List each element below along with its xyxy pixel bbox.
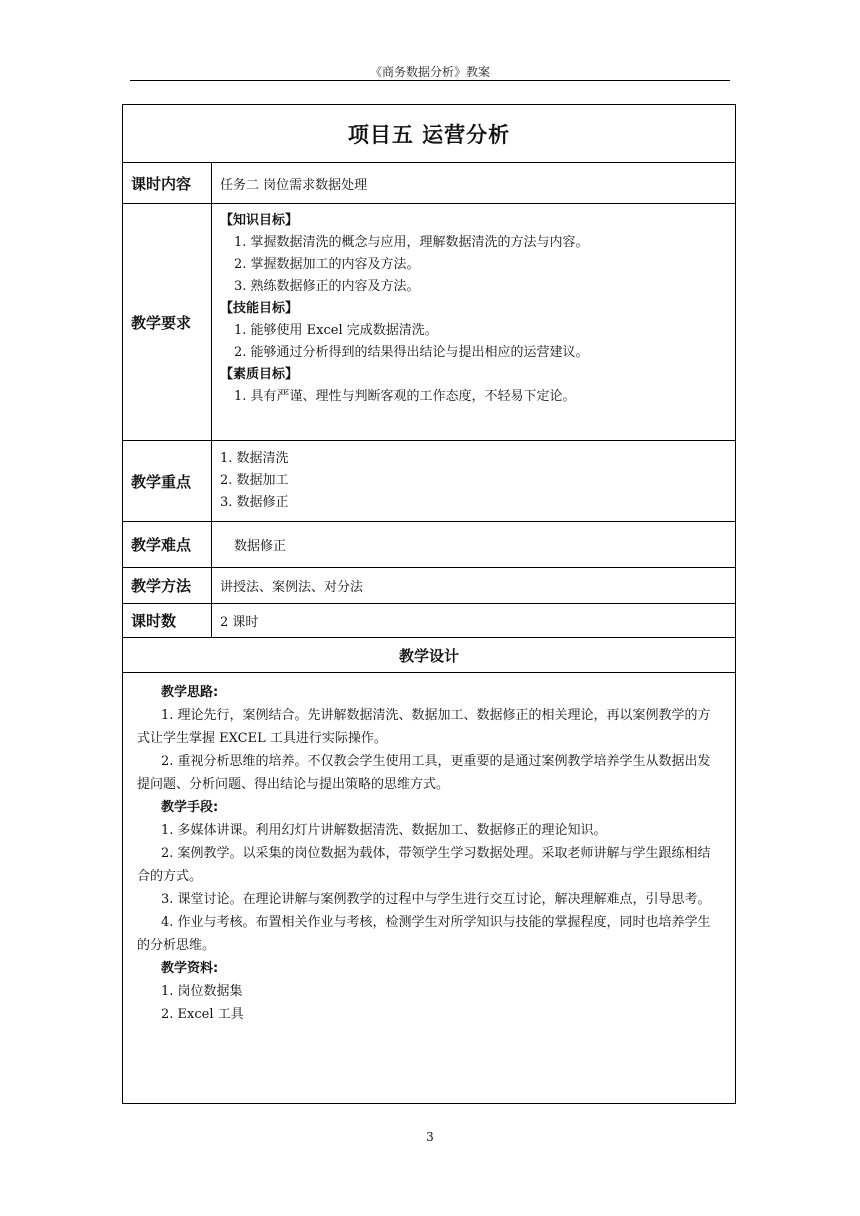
teaching-means-heading: 教学手段:	[161, 800, 219, 815]
lesson-plan-table	[122, 104, 736, 1104]
design-paragraph: 2. 案例教学。以采集的岗位数据为载体，带领学生学习数据处理。采取老师讲解与学生跟练相结合的方式。	[137, 846, 711, 884]
header-rule	[130, 80, 730, 81]
hours-value: 2 课时	[212, 604, 736, 638]
teaching-ideas-heading: 教学思路:	[161, 685, 219, 700]
design-body	[123, 673, 736, 1104]
page-number: 3	[426, 1130, 434, 1144]
design-paragraph: 2. 重视分析思维的培养。不仅教会学生使用工具，更重要的是通过案例教学培养学生从数据出发提问题、分析问题、得出结论与提出策略的思维方式。	[137, 754, 711, 792]
difficulties-label: 教学难点	[123, 522, 212, 568]
requirement-item: 3. 熟练数据修正的内容及方法。	[234, 279, 420, 294]
design-paragraph: 1. 多媒体讲课。利用幻灯片讲解数据清洗、数据加工、数据修正的理论知识。	[161, 823, 607, 838]
requirement-item: 1. 掌握数据清洗的概念与应用，理解数据清洗的方法与内容。	[234, 235, 589, 250]
design-paragraph: 1. 理论先行，案例结合。先讲解数据清洗、数据加工、数据修正的相关理论，再以案例教学的方式让学生掌握 EXCEL 工具进行实际操作。	[137, 708, 711, 746]
design-title: 教学设计	[123, 638, 736, 673]
requirement-item: 2. 掌握数据加工的内容及方法。	[234, 257, 420, 272]
teaching-materials-heading: 教学资料:	[161, 961, 219, 976]
key-point-item: 1. 数据清洗	[220, 451, 289, 466]
key-points-label: 教学重点	[123, 441, 212, 522]
key-point-item: 3. 数据修正	[220, 495, 289, 510]
content-value: 任务二 岗位需求数据处理	[212, 163, 736, 204]
page-header: 《商务数据分析》教案	[369, 65, 490, 79]
requirement-item: 2. 能够通过分析得到的结果得出结论与提出相应的运营建议。	[234, 345, 589, 360]
hours-label: 课时数	[123, 604, 212, 638]
requirement-item: 1. 能够使用 Excel 完成数据清洗。	[234, 323, 438, 338]
difficulties-value: 数据修正	[212, 522, 736, 568]
material-item: 2. Excel 工具	[161, 1007, 244, 1022]
design-paragraph: 3. 课堂讨论。在理论讲解与案例教学的过程中与学生进行交互讨论，解决理解难点，引导思考。	[161, 892, 711, 907]
methods-label: 教学方法	[123, 568, 212, 604]
quality-goal-heading: 【素质目标】	[220, 367, 299, 382]
requirements-label: 教学要求	[123, 204, 212, 441]
skill-goal-heading: 【技能目标】	[220, 301, 299, 316]
key-points-value	[212, 441, 736, 522]
plan-title: 项目五 运营分析	[123, 105, 736, 163]
requirement-item: 1. 具有严谨、理性与判断客观的工作态度，不轻易下定论。	[234, 389, 576, 404]
design-paragraph: 4. 作业与考核。布置相关作业与考核，检测学生对所学知识与技能的掌握程度，同时也培养学生的分析思维。	[137, 915, 711, 953]
material-item: 1. 岗位数据集	[161, 984, 243, 999]
requirements-value	[212, 204, 736, 441]
methods-value: 讲授法、案例法、对分法	[212, 568, 736, 604]
knowledge-goal-heading: 【知识目标】	[220, 213, 299, 228]
content-label: 课时内容	[123, 163, 212, 204]
key-point-item: 2. 数据加工	[220, 473, 289, 488]
